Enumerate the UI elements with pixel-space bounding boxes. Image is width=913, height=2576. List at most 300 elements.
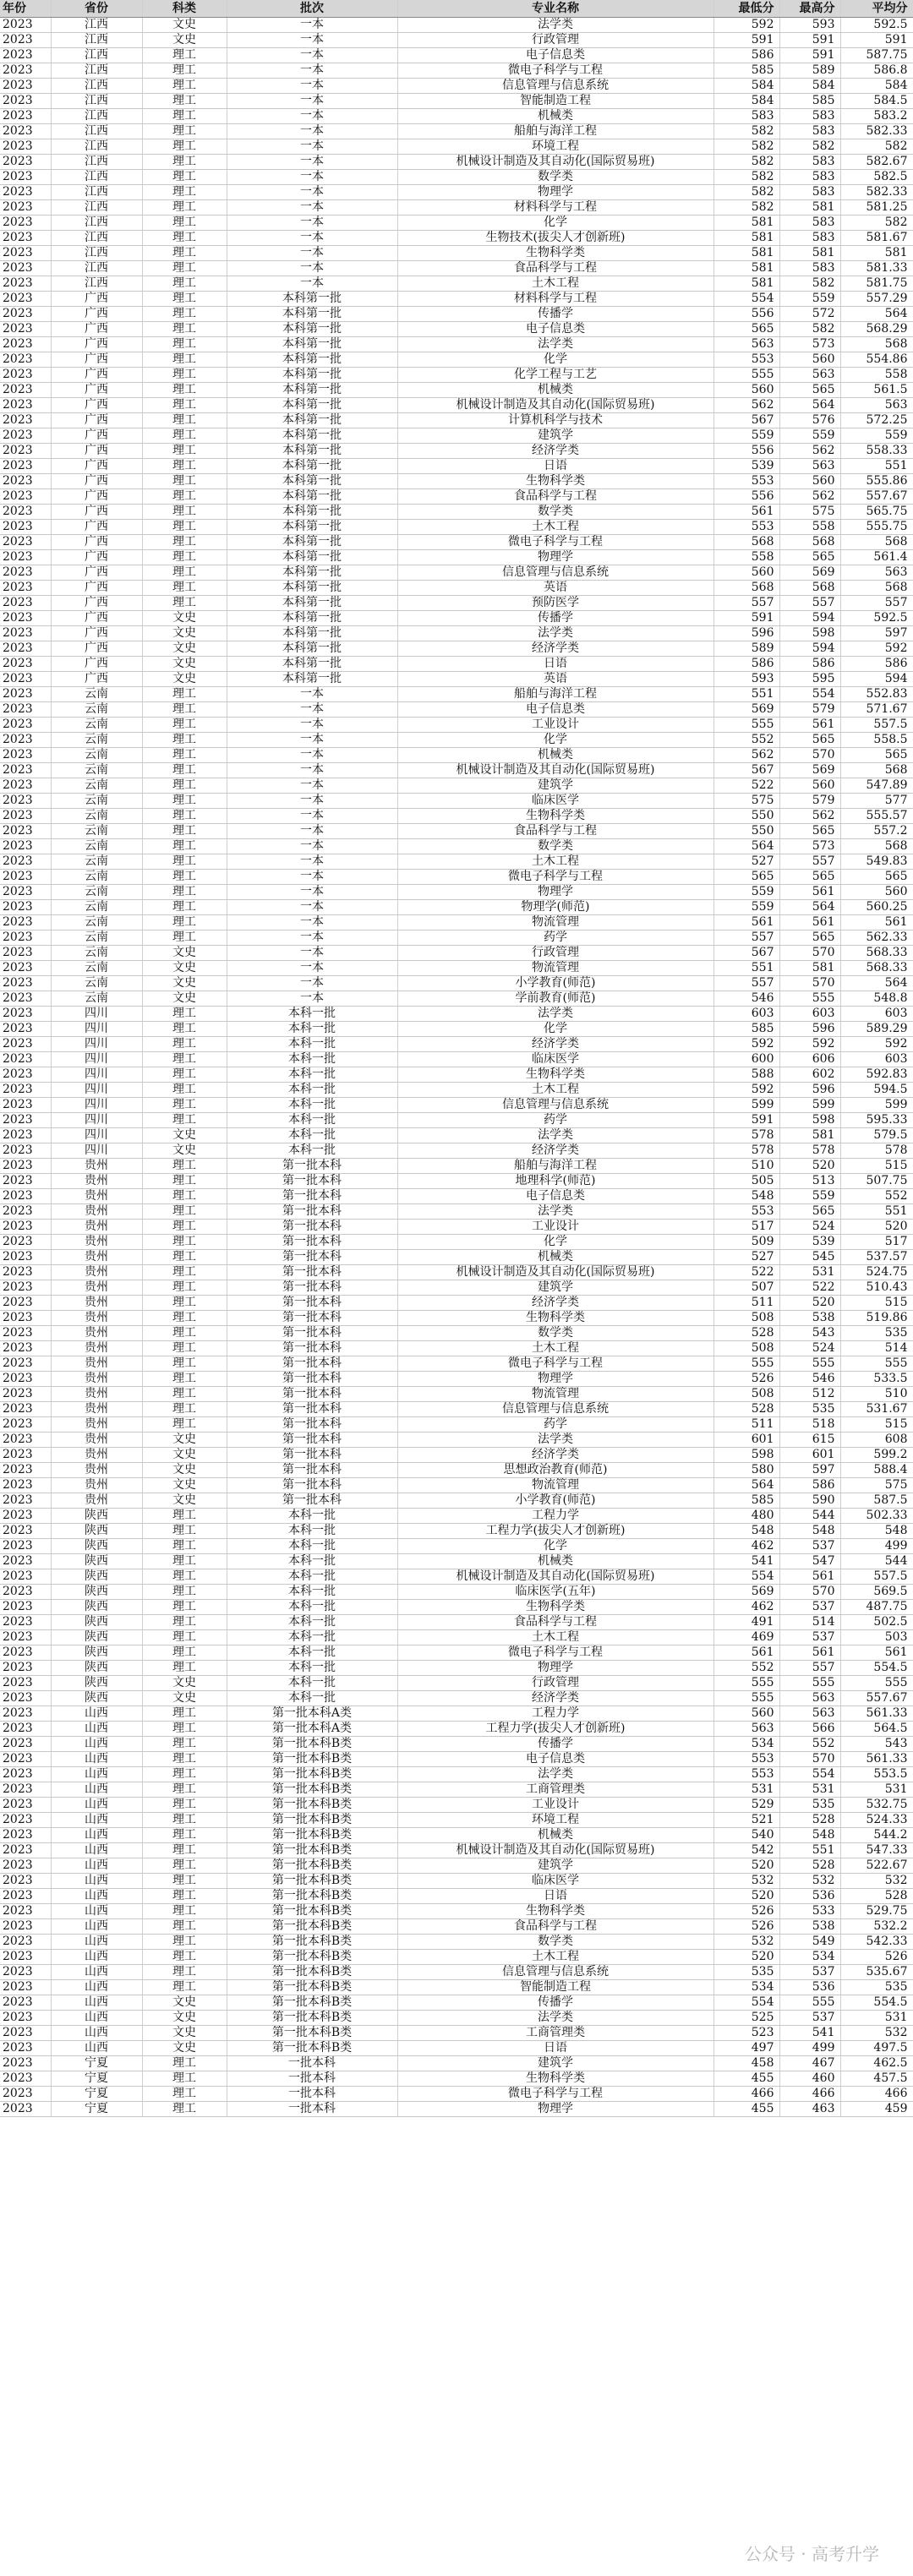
avg-score-cell: 572.25: [840, 413, 913, 428]
province-cell: 广西: [51, 550, 142, 565]
major-cell: 化学: [397, 352, 713, 368]
max-score-cell: 531: [779, 1265, 840, 1280]
max-score-cell: 568: [779, 581, 840, 596]
min-score-cell: 565: [713, 870, 779, 885]
table-row: [0, 1706, 913, 1722]
major-cell: 食品科学与工程: [397, 824, 713, 839]
major-cell: 智能制造工程: [397, 94, 713, 109]
subject-cell: 理工: [142, 444, 227, 459]
min-score-cell: 553: [713, 520, 779, 535]
min-score-cell: 546: [713, 991, 779, 1007]
subject-cell: 理工: [142, 79, 227, 94]
avg-score-cell: 582: [840, 139, 913, 155]
table-row: [0, 1995, 913, 2011]
avg-score-cell: 549.83: [840, 854, 913, 870]
max-score-cell: 538: [779, 1919, 840, 1935]
table-row: [0, 124, 913, 139]
year-cell: 2023: [0, 931, 51, 946]
min-score-cell: 510: [713, 1159, 779, 1174]
subject-cell: 理工: [142, 1311, 227, 1326]
max-score-cell: 597: [779, 1463, 840, 1478]
province-cell: 贵州: [51, 1311, 142, 1326]
batch-cell: 一本: [227, 870, 397, 885]
major-cell: 材料科学与工程: [397, 292, 713, 307]
table-row: [0, 216, 913, 231]
major-cell: 经济学类: [397, 1296, 713, 1311]
min-score-cell: 555: [713, 1676, 779, 1691]
province-cell: 云南: [51, 961, 142, 976]
max-score-cell: 603: [779, 1007, 840, 1022]
province-cell: 四川: [51, 1007, 142, 1022]
min-score-cell: 541: [713, 1554, 779, 1569]
header-major[interactable]: 专业名称: [397, 0, 713, 18]
avg-score-cell: 591: [840, 33, 913, 48]
min-score-cell: 580: [713, 1463, 779, 1478]
batch-cell: 第一批本科: [227, 1433, 397, 1448]
year-cell: 2023: [0, 1889, 51, 1904]
subject-cell: 文史: [142, 672, 227, 687]
header-province[interactable]: 省份: [51, 0, 142, 18]
table-row: [0, 565, 913, 581]
subject-cell: 理工: [142, 2102, 227, 2117]
table-row: [0, 185, 913, 200]
subject-cell: 理工: [142, 596, 227, 611]
max-score-cell: 524: [779, 1341, 840, 1356]
table-row: [0, 1128, 913, 1143]
subject-cell: 文史: [142, 1448, 227, 1463]
batch-cell: 一本: [227, 63, 397, 79]
batch-cell: 第一批本科: [227, 1463, 397, 1478]
min-score-cell: 525: [713, 2011, 779, 2026]
subject-cell: 理工: [142, 550, 227, 565]
batch-cell: 一本: [227, 702, 397, 718]
min-score-cell: 564: [713, 839, 779, 854]
max-score-cell: 562: [779, 489, 840, 505]
year-cell: 2023: [0, 1600, 51, 1615]
major-cell: 生物科学类: [397, 1067, 713, 1083]
province-cell: 山西: [51, 1889, 142, 1904]
header-min-score[interactable]: 最低分: [713, 0, 779, 18]
major-cell: 药学: [397, 931, 713, 946]
avg-score-cell: 581.25: [840, 200, 913, 216]
min-score-cell: 578: [713, 1143, 779, 1159]
major-cell: 物流管理: [397, 915, 713, 931]
province-cell: 广西: [51, 459, 142, 474]
batch-cell: 一本: [227, 216, 397, 231]
year-cell: 2023: [0, 991, 51, 1007]
min-score-cell: 581: [713, 276, 779, 292]
subject-cell: 理工: [142, 1174, 227, 1189]
header-max-score[interactable]: 最高分: [779, 0, 840, 18]
major-cell: 机械设计制造及其自动化(国际贸易班): [397, 763, 713, 778]
avg-score-cell: 582.5: [840, 170, 913, 185]
subject-cell: 理工: [142, 794, 227, 809]
major-cell: 物流管理: [397, 1478, 713, 1493]
year-cell: 2023: [0, 398, 51, 413]
subject-cell: 理工: [142, 322, 227, 337]
table-row: [0, 1889, 913, 1904]
avg-score-cell: 535: [840, 1980, 913, 1995]
year-cell: 2023: [0, 1159, 51, 1174]
table-row: [0, 2071, 913, 2087]
header-batch[interactable]: 批次: [227, 0, 397, 18]
avg-score-cell: 599: [840, 1098, 913, 1113]
min-score-cell: 578: [713, 1128, 779, 1143]
avg-score-cell: 594: [840, 672, 913, 687]
province-cell: 贵州: [51, 1433, 142, 1448]
batch-cell: 本科一批: [227, 1128, 397, 1143]
year-cell: 2023: [0, 170, 51, 185]
avg-score-cell: 579.5: [840, 1128, 913, 1143]
table-row: [0, 809, 913, 824]
batch-cell: 第一批本科: [227, 1417, 397, 1433]
min-score-cell: 548: [713, 1524, 779, 1539]
batch-cell: 本科第一批: [227, 581, 397, 596]
major-cell: 学前教育(师范): [397, 991, 713, 1007]
avg-score-cell: 584: [840, 79, 913, 94]
min-score-cell: 551: [713, 687, 779, 702]
table-row: [0, 1615, 913, 1630]
province-cell: 云南: [51, 991, 142, 1007]
subject-cell: 理工: [142, 261, 227, 276]
header-avg-score[interactable]: 平均分: [840, 0, 913, 18]
year-cell: 2023: [0, 1174, 51, 1189]
major-cell: 信息管理与信息系统: [397, 1965, 713, 1980]
max-score-cell: 543: [779, 1326, 840, 1341]
max-score-cell: 559: [779, 428, 840, 444]
major-cell: 电子信息类: [397, 1752, 713, 1767]
batch-cell: 一本: [227, 94, 397, 109]
year-cell: 2023: [0, 885, 51, 900]
max-score-cell: 596: [779, 1022, 840, 1037]
min-score-cell: 561: [713, 505, 779, 520]
max-score-cell: 520: [779, 1296, 840, 1311]
batch-cell: 本科第一批: [227, 565, 397, 581]
batch-cell: 本科一批: [227, 1098, 397, 1113]
avg-score-cell: 561.33: [840, 1752, 913, 1767]
subject-cell: 理工: [142, 1387, 227, 1402]
min-score-cell: 601: [713, 1433, 779, 1448]
province-cell: 山西: [51, 1722, 142, 1737]
year-cell: 2023: [0, 611, 51, 626]
major-cell: 数学类: [397, 170, 713, 185]
major-cell: 微电子科学与工程: [397, 1356, 713, 1372]
avg-score-cell: 582.67: [840, 155, 913, 170]
major-cell: 日语: [397, 657, 713, 672]
max-score-cell: 535: [779, 1402, 840, 1417]
subject-cell: 理工: [142, 1919, 227, 1935]
min-score-cell: 534: [713, 1737, 779, 1752]
max-score-cell: 533: [779, 1904, 840, 1919]
year-cell: 2023: [0, 1874, 51, 1889]
province-cell: 江西: [51, 231, 142, 246]
major-cell: 工商管理类: [397, 2026, 713, 2041]
year-cell: 2023: [0, 535, 51, 550]
min-score-cell: 455: [713, 2102, 779, 2117]
batch-cell: 本科第一批: [227, 596, 397, 611]
major-cell: 物流管理: [397, 961, 713, 976]
batch-cell: 一本: [227, 824, 397, 839]
year-cell: 2023: [0, 428, 51, 444]
max-score-cell: 548: [779, 1524, 840, 1539]
year-cell: 2023: [0, 2011, 51, 2026]
avg-score-cell: 568: [840, 337, 913, 352]
avg-score-cell: 565: [840, 748, 913, 763]
min-score-cell: 508: [713, 1341, 779, 1356]
year-cell: 2023: [0, 1311, 51, 1326]
avg-score-cell: 532: [840, 2026, 913, 2041]
avg-score-cell: 542.33: [840, 1935, 913, 1950]
min-score-cell: 554: [713, 1569, 779, 1585]
avg-score-cell: 552.83: [840, 687, 913, 702]
batch-cell: 本科一批: [227, 1052, 397, 1067]
batch-cell: 本科一批: [227, 1143, 397, 1159]
batch-cell: 一本: [227, 139, 397, 155]
subject-cell: 理工: [142, 1950, 227, 1965]
subject-cell: 理工: [142, 505, 227, 520]
min-score-cell: 568: [713, 581, 779, 596]
year-cell: 2023: [0, 794, 51, 809]
year-cell: 2023: [0, 976, 51, 991]
table-row: [0, 657, 913, 672]
min-score-cell: 598: [713, 1448, 779, 1463]
subject-cell: 文史: [142, 991, 227, 1007]
major-cell: 生物科学类: [397, 474, 713, 489]
province-cell: 宁夏: [51, 2087, 142, 2102]
min-score-cell: 567: [713, 763, 779, 778]
batch-cell: 本科第一批: [227, 383, 397, 398]
max-score-cell: 581: [779, 246, 840, 261]
batch-cell: 第一批本科: [227, 1265, 397, 1280]
min-score-cell: 559: [713, 885, 779, 900]
province-cell: 广西: [51, 413, 142, 428]
province-cell: 江西: [51, 94, 142, 109]
table-row: [0, 1524, 913, 1539]
header-year[interactable]: 年份: [0, 0, 51, 18]
province-cell: 云南: [51, 870, 142, 885]
subject-cell: 文史: [142, 1463, 227, 1478]
year-cell: 2023: [0, 1767, 51, 1782]
min-score-cell: 592: [713, 1083, 779, 1098]
year-cell: 2023: [0, 1098, 51, 1113]
subject-cell: 理工: [142, 94, 227, 109]
year-cell: 2023: [0, 1706, 51, 1722]
major-cell: 物理学: [397, 1372, 713, 1387]
subject-cell: 理工: [142, 307, 227, 322]
min-score-cell: 553: [713, 1204, 779, 1220]
year-cell: 2023: [0, 1235, 51, 1250]
avg-score-cell: 544: [840, 1554, 913, 1569]
table-row: [0, 109, 913, 124]
batch-cell: 本科一批: [227, 1569, 397, 1585]
table-row: [0, 1037, 913, 1052]
subject-cell: 理工: [142, 1007, 227, 1022]
table-row: [0, 1585, 913, 1600]
major-cell: 药学: [397, 1113, 713, 1128]
year-cell: 2023: [0, 444, 51, 459]
max-score-cell: 557: [779, 854, 840, 870]
batch-cell: 第一批本科: [227, 1174, 397, 1189]
subject-cell: 理工: [142, 155, 227, 170]
min-score-cell: 523: [713, 2026, 779, 2041]
subject-cell: 文史: [142, 976, 227, 991]
avg-score-cell: 551: [840, 1204, 913, 1220]
avg-score-cell: 497.5: [840, 2041, 913, 2056]
major-cell: 船舶与海洋工程: [397, 1159, 713, 1174]
avg-score-cell: 561: [840, 1645, 913, 1661]
subject-cell: 文史: [142, 18, 227, 33]
table-row: [0, 33, 913, 48]
min-score-cell: 585: [713, 63, 779, 79]
avg-score-cell: 587.5: [840, 1493, 913, 1509]
min-score-cell: 553: [713, 352, 779, 368]
major-cell: 化学: [397, 216, 713, 231]
year-cell: 2023: [0, 1752, 51, 1767]
province-cell: 江西: [51, 109, 142, 124]
year-cell: 2023: [0, 900, 51, 915]
province-cell: 广西: [51, 581, 142, 596]
avg-score-cell: 561.5: [840, 383, 913, 398]
province-cell: 贵州: [51, 1356, 142, 1372]
batch-cell: 本科第一批: [227, 413, 397, 428]
table-row: [0, 611, 913, 626]
max-score-cell: 575: [779, 505, 840, 520]
table-row: [0, 1980, 913, 1995]
major-cell: 计算机科学与技术: [397, 413, 713, 428]
subject-cell: 文史: [142, 946, 227, 961]
subject-cell: 理工: [142, 139, 227, 155]
province-cell: 贵州: [51, 1159, 142, 1174]
max-score-cell: 599: [779, 1098, 840, 1113]
avg-score-cell: 526: [840, 1950, 913, 1965]
table-row: [0, 2041, 913, 2056]
year-cell: 2023: [0, 1372, 51, 1387]
max-score-cell: 561: [779, 718, 840, 733]
min-score-cell: 526: [713, 1904, 779, 1919]
table-row: [0, 1828, 913, 1843]
avg-score-cell: 599.2: [840, 1448, 913, 1463]
major-cell: 建筑学: [397, 2056, 713, 2071]
table-row: [0, 489, 913, 505]
min-score-cell: 582: [713, 155, 779, 170]
min-score-cell: 508: [713, 1387, 779, 1402]
year-cell: 2023: [0, 505, 51, 520]
major-cell: 物理学: [397, 1661, 713, 1676]
min-score-cell: 511: [713, 1417, 779, 1433]
min-score-cell: 582: [713, 200, 779, 216]
avg-score-cell: 581.33: [840, 261, 913, 276]
min-score-cell: 520: [713, 1950, 779, 1965]
batch-cell: 本科第一批: [227, 611, 397, 626]
province-cell: 贵州: [51, 1326, 142, 1341]
province-cell: 山西: [51, 1798, 142, 1813]
year-cell: 2023: [0, 459, 51, 474]
subject-cell: 理工: [142, 1554, 227, 1569]
avg-score-cell: 462.5: [840, 2056, 913, 2071]
subject-cell: 理工: [142, 1813, 227, 1828]
year-cell: 2023: [0, 763, 51, 778]
table-row: [0, 1965, 913, 1980]
province-cell: 山西: [51, 1752, 142, 1767]
batch-cell: 本科第一批: [227, 535, 397, 550]
major-cell: 日语: [397, 1889, 713, 1904]
major-cell: 行政管理: [397, 33, 713, 48]
batch-cell: 第一批本科A类: [227, 1706, 397, 1722]
table-row: [0, 900, 913, 915]
subject-cell: 理工: [142, 733, 227, 748]
table-row: [0, 1554, 913, 1569]
min-score-cell: 553: [713, 474, 779, 489]
batch-cell: 一本: [227, 763, 397, 778]
max-score-cell: 561: [779, 1569, 840, 1585]
batch-cell: 第一批本科B类: [227, 1828, 397, 1843]
avg-score-cell: 510: [840, 1387, 913, 1402]
province-cell: 贵州: [51, 1448, 142, 1463]
max-score-cell: 573: [779, 337, 840, 352]
table-row: [0, 2087, 913, 2102]
table-row: [0, 352, 913, 368]
table-row: [0, 368, 913, 383]
max-score-cell: 569: [779, 763, 840, 778]
avg-score-cell: 466: [840, 2087, 913, 2102]
province-cell: 云南: [51, 839, 142, 854]
subject-cell: 理工: [142, 1600, 227, 1615]
major-cell: 机械类: [397, 1250, 713, 1265]
batch-cell: 第一批本科: [227, 1478, 397, 1493]
year-cell: 2023: [0, 1189, 51, 1204]
table-row: [0, 1645, 913, 1661]
year-cell: 2023: [0, 352, 51, 368]
table-row: [0, 718, 913, 733]
min-score-cell: 585: [713, 1022, 779, 1037]
max-score-cell: 546: [779, 1372, 840, 1387]
table-row: [0, 1143, 913, 1159]
batch-cell: 一本: [227, 246, 397, 261]
table-row: [0, 596, 913, 611]
province-cell: 山西: [51, 1904, 142, 1919]
avg-score-cell: 547.89: [840, 778, 913, 794]
avg-score-cell: 557.5: [840, 1569, 913, 1585]
batch-cell: 第一批本科B类: [227, 1995, 397, 2011]
subject-cell: 理工: [142, 1326, 227, 1341]
province-cell: 广西: [51, 626, 142, 641]
year-cell: 2023: [0, 718, 51, 733]
avg-score-cell: 568.33: [840, 961, 913, 976]
avg-score-cell: 522.67: [840, 1858, 913, 1874]
batch-cell: 一批本科: [227, 2087, 397, 2102]
max-score-cell: 562: [779, 809, 840, 824]
batch-cell: 第一批本科B类: [227, 1950, 397, 1965]
batch-cell: 本科第一批: [227, 489, 397, 505]
min-score-cell: 507: [713, 1280, 779, 1296]
batch-cell: 本科第一批: [227, 672, 397, 687]
province-cell: 云南: [51, 718, 142, 733]
avg-score-cell: 568: [840, 763, 913, 778]
year-cell: 2023: [0, 1280, 51, 1296]
year-cell: 2023: [0, 413, 51, 428]
header-subject[interactable]: 科类: [142, 0, 227, 18]
year-cell: 2023: [0, 246, 51, 261]
min-score-cell: 462: [713, 1600, 779, 1615]
avg-score-cell: 557.2: [840, 824, 913, 839]
subject-cell: 理工: [142, 1220, 227, 1235]
major-cell: 生物技术(拔尖人才创新班): [397, 231, 713, 246]
subject-cell: 理工: [142, 824, 227, 839]
table-row: [0, 946, 913, 961]
table-row: [0, 626, 913, 641]
year-cell: 2023: [0, 748, 51, 763]
avg-score-cell: 568: [840, 839, 913, 854]
